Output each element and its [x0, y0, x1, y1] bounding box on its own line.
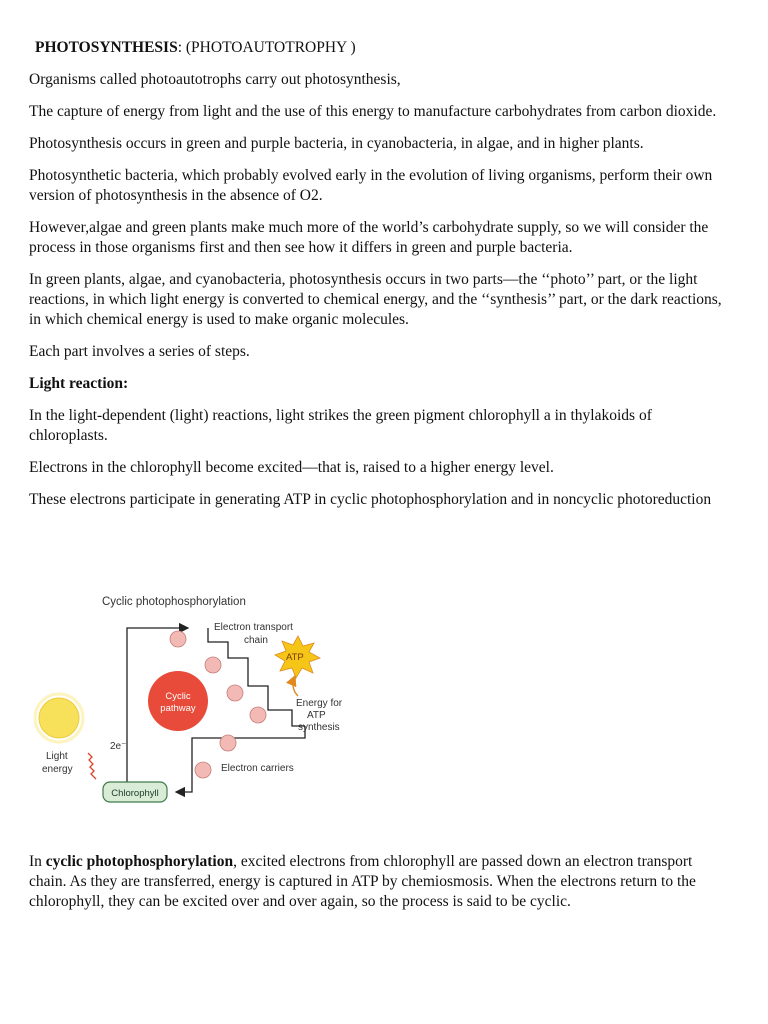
- energy-label: Energy for: [296, 698, 343, 709]
- paragraph: In green plants, algae, and cyanobacteria, photosynthesis occurs in two parts—the ‘‘photo’’ part, or the light reactions, in which light energy is converted to chemical energy, and the ‘‘synthesis’’ part, or the dark reactions, in which chemical energy is used to make organic molecules.: [29, 271, 722, 328]
- carriers-label: Electron carriers: [221, 763, 294, 774]
- paragraph: Photosynthesis occurs in green and purple bacteria, in cyanobacteria, in algae, and in higher plants.: [29, 135, 644, 152]
- final-rest: , excited electrons from chlorophyll are passed down an electron transport chain. As they are transferred, energy is captured in ATP by chemiosmosis. When the electrons return to the chlorophyll, they can be excited over and over again, so the process is said to be cyclic.: [29, 853, 696, 910]
- cyclic-label-2: pathway: [160, 703, 196, 714]
- electron-carrier: [250, 707, 266, 723]
- diagram-title: Cyclic photophosphorylation: [102, 596, 246, 608]
- light-wave-icon: [88, 753, 96, 779]
- page-title: [35, 38, 729, 58]
- term-bold: cyclic photophosphorylation: [45, 853, 234, 870]
- title-rest: : (PHOTOAUTOTROPHY ): [177, 39, 356, 56]
- paragraph: However,algae and green plants make much more of the world’s carbohydrate supply, so we will consider the process in those organisms first and then see how it differs in green and purple bacteria.: [29, 219, 709, 256]
- paragraph: Electrons in the chlorophyll become excited—that is, raised to a higher energy level.: [29, 459, 554, 476]
- atp-label: ATP: [286, 652, 304, 663]
- light-label-2: energy: [42, 764, 73, 775]
- paragraph: [29, 852, 729, 912]
- final-paragraph: [29, 852, 729, 912]
- light-label: Light: [46, 751, 68, 762]
- paragraph: These electrons participate in generating ATP in cyclic photophosphorylation and in noncyclic photoreduction: [29, 491, 712, 508]
- title-bold: PHOTOSYNTHESIS: [35, 39, 178, 56]
- electron-carrier: [227, 685, 243, 701]
- paragraph: Photosynthetic bacteria, which probably evolved early in the evolution of living organisms, perform their own version of photosynthesis in the absence of O2.: [29, 167, 713, 204]
- cyclic-label: Cyclic: [165, 691, 191, 702]
- electron-carrier: [205, 657, 221, 673]
- chlorophyll-label: Chlorophyll: [111, 788, 159, 799]
- electron-carrier: [170, 631, 186, 647]
- document-body: [29, 38, 729, 522]
- paragraph: In the light-dependent (light) reactions, light strikes the green pigment chlorophyll a in thylakoids of chloroplasts.: [29, 407, 652, 444]
- energy-label-2: ATP: [307, 710, 326, 721]
- electron-path-return: [176, 726, 305, 792]
- etc-label: Electron transport: [214, 622, 293, 633]
- paragraph: Each part involves a series of steps.: [29, 343, 250, 360]
- paragraph: Organisms called photoautotrophs carry out photosynthesis,: [29, 71, 401, 88]
- sun-icon: [39, 698, 79, 738]
- cyclic-photophosphorylation-diagram: [30, 588, 360, 810]
- section-heading: Light reaction:: [29, 375, 129, 392]
- electron-carrier: [195, 762, 211, 778]
- electron-count-label: 2e⁻: [110, 741, 127, 752]
- etc-label-2: chain: [244, 635, 268, 646]
- energy-arrow: [293, 676, 298, 696]
- electron-carrier: [220, 735, 236, 751]
- paragraph: The capture of energy from light and the use of this energy to manufacture carbohydrates from carbon dioxide.: [29, 103, 717, 120]
- energy-label-3: synthesis: [298, 722, 340, 733]
- final-prefix: In: [29, 853, 46, 870]
